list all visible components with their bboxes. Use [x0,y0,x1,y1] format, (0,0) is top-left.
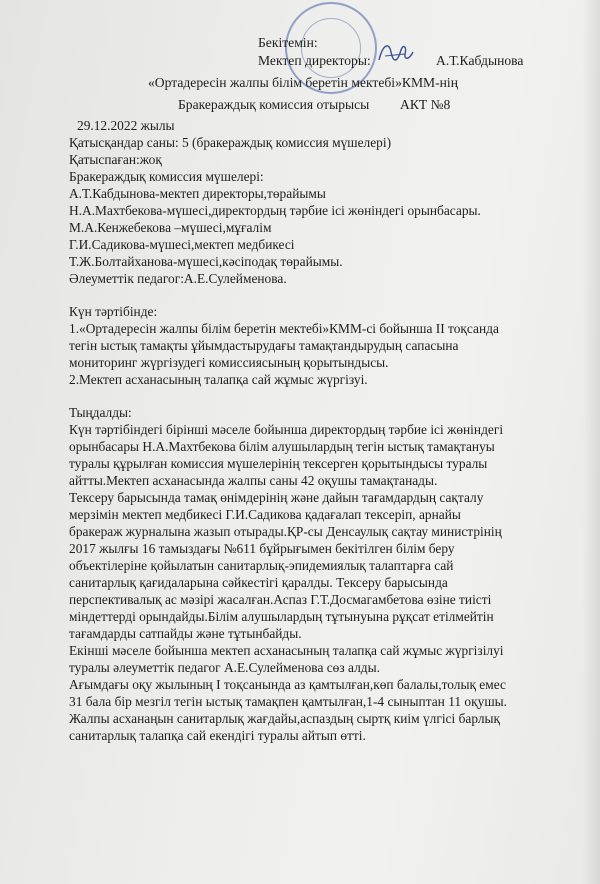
heard-line: Екінші мәселе бойынша мектеп асханасының талапқа сай жұмыс жүргізілуі [69,643,504,658]
heard-line: Жалпы асханаңын санитарлық жағдайы,аспаздың сыртқ киім үлгісі барлық [69,711,501,726]
director-name: А.Т.Кабдынова [436,53,524,68]
heard-line: мерзімін мектеп медбикесі Г.И.Садикова қадағалап тексеріп, арнайы [69,507,461,522]
agenda-line: мониторинг жүргізудегі комиссиясының қорытындысы. [69,355,389,370]
heard-line: Күн тәртібіндегі бірінші мәселе бойынша директордың тәрбие ісі жөніндегі [69,422,504,437]
act-number: АКТ №8 [400,97,451,112]
heard-line: 31 бала бір мезгіл тегін ыстық тамақпен қамтылған,1-4 сыныптан 11 оқушы. [69,694,507,709]
heard-line: объектілеріне қойылатын санитарлық-эпидемиялық талаптарға сай [69,558,454,573]
heard-title: Тыңдалды: [69,405,132,420]
present-count: Қатысқандар саны: 5 (бракераждық комиссия мүшелері) [69,135,392,150]
heard-line: туралы құрылған комиссия мүшелерінің тексерген қорытындысы туралы [69,456,488,471]
page-edge-shadow [582,0,600,884]
heard-line: 2017 жылғы 16 тамыздағы №611 бұйрығымен бекітілген білім беру [69,541,455,556]
heard-line: міндеттерді орындайды.Білім алушылардың тұтынуына рұқсат етілмейтін [69,609,494,624]
heard-line: орынбасары Н.А.Махтбекова білім алушылардың тегін ыстық тамақтануы [69,439,495,454]
director-signature [375,38,415,68]
heard-line: Тексеру барысында тамақ өнімдерінің және дайын тағамдардың сақталу [69,490,484,505]
director-role: Мектеп директоры: [258,53,371,68]
member-item: А.Т.Кабдынова-мектеп директоры,төрайымы [69,186,326,201]
member-item: Н.А.Махтбекова-мүшесі,директордың тәрбие ісі жөніндегі орынбасары. [69,203,481,218]
heard-line: тағамдарды сатпайды және тұтынбайды. [69,626,302,641]
heard-line: Ағымдағы оқу жылының I тоқсанында аз қамтылған,көп балалы,толық емес [69,677,506,692]
members-title: Бракераждық комиссия мүшелері: [69,169,264,184]
heard-line: бракераж журналына жазып отырады.ҚР-сы Денсаулық сақтау министрінің [69,524,502,539]
member-item: Т.Ж.Болтайханова-мүшесі,кәсіподақ төрайымы. [69,254,343,269]
heard-line: туралы әлеуметтік педагог А.Е.Сулейменова сөз алды. [69,660,380,675]
member-item: Әлеуметтік педагог:А.Е.Сулейменова. [69,271,287,286]
agenda-line: 2.Мектеп асханасының талапқа сай жұмыс жүргізуі. [69,372,368,387]
heard-line: перспективалық ас мәзірі жасалған.Аспаз Г.Т.Досмагамбетова өзіне тиісті [69,592,492,607]
organization-heading: «Ортадересін жалпы білім беретін мектебі»КММ-нің [148,75,458,90]
agenda-line: тегін ыстық тамақты ұйымдастырудағы тамақтандырудың сапасына [69,338,459,353]
meeting-date: 29.12.2022 жылы [77,118,175,133]
member-item: Г.И.Садикова-мүшесі,мектеп медбикесі [69,237,295,252]
member-item: М.А.Кенжебекова –мүшесі,мұғалім [69,220,272,235]
approval-title: Бекітемін: [258,35,318,50]
heard-line: санитарлық қағидаларына сәйкестігі қаралды. Тексеру барысында [69,575,448,590]
commission-heading: Бракераждық комиссия отырысы [178,97,370,112]
agenda-line: 1.«Ортадересін жалпы білім беретін мектебі»КММ-сі бойынша II тоқсанда [69,321,499,336]
agenda-title: Күн тәртібінде: [69,304,158,319]
heard-line: айтты.Мектеп асханасында жалпы саны 42 оқушы тамақтанады. [69,473,438,488]
absent-count: Қатыспаған:жоқ [69,152,162,167]
heard-line: санитарлық талапқа сай екендігі туралы айтып өтті. [69,728,366,743]
